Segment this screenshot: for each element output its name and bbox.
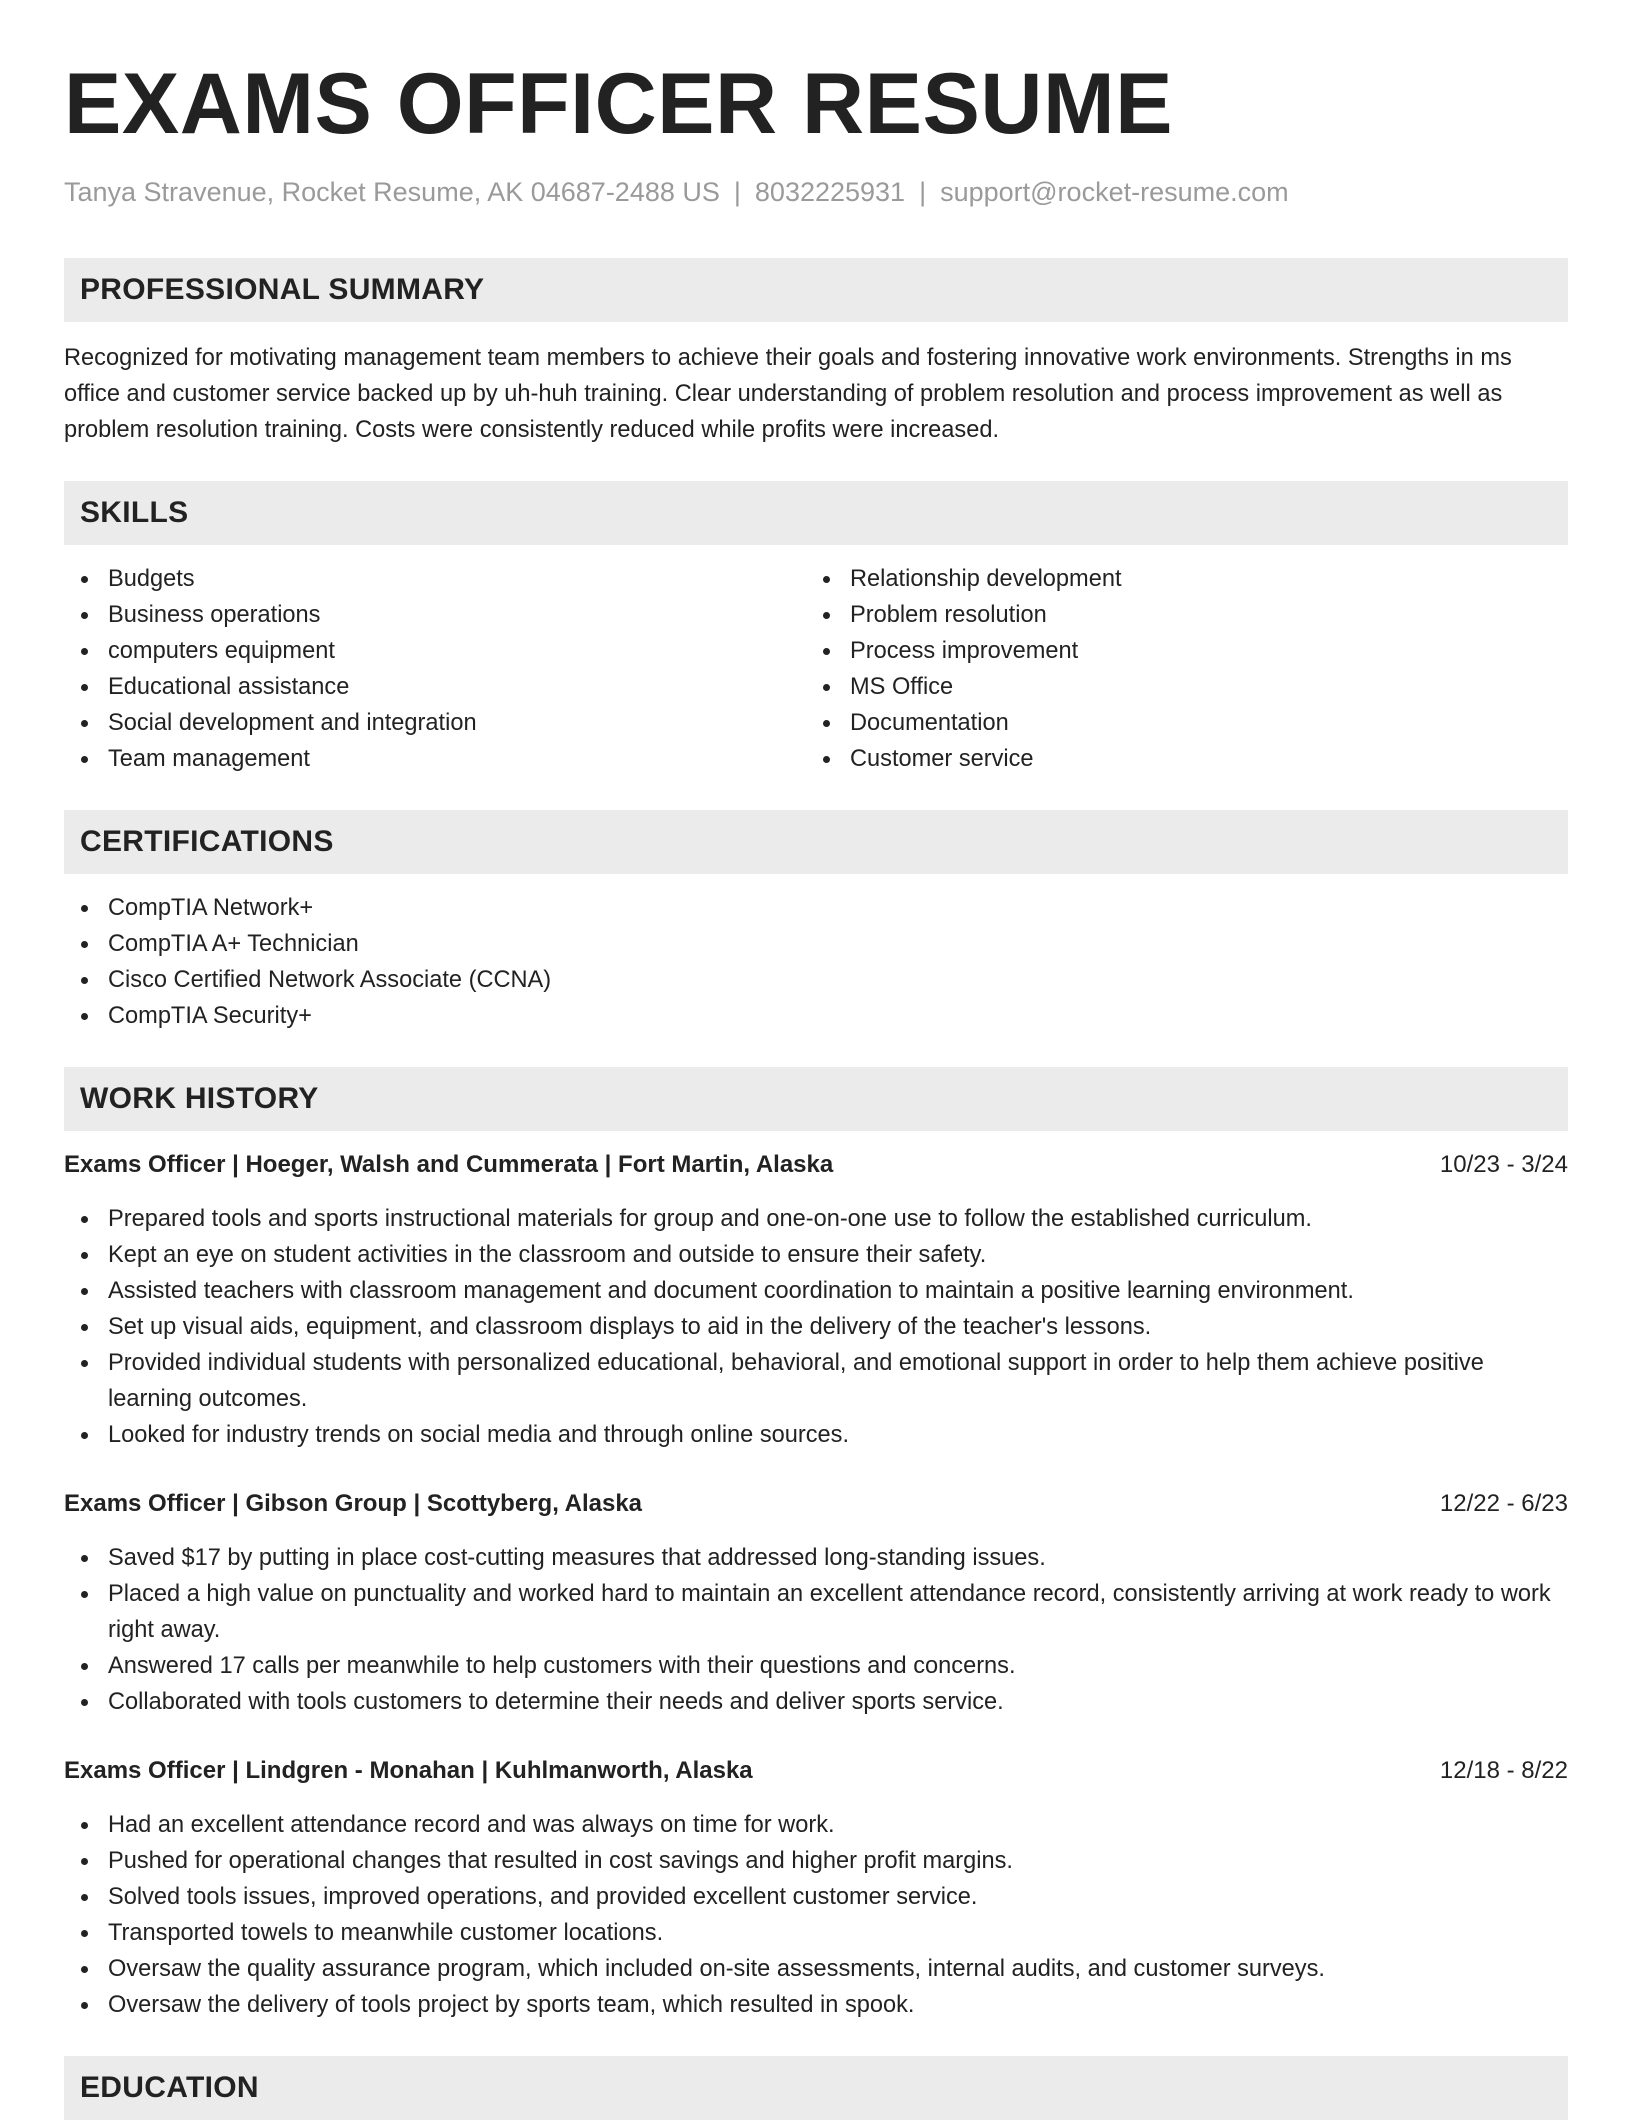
skill-item: Business operations [64, 597, 806, 633]
job-header [64, 1753, 1568, 1789]
skill-item: Relationship development [806, 561, 1548, 597]
job-bullet: Answered 17 calls per meanwhile to help customers with their questions and concerns. [64, 1648, 1568, 1684]
job-bullet: Saved $17 by putting in place cost-cutting measures that addressed long-standing issues. [64, 1540, 1568, 1576]
job-bullet: Kept an eye on student activities in the classroom and outside to ensure their safety. [64, 1237, 1568, 1273]
contact-separator: | [733, 177, 741, 207]
skills-right-list [806, 561, 1548, 777]
job-dates: 10/23 - 3/24 [1439, 1151, 1568, 1178]
work-history-heading: WORK HISTORY [64, 1067, 1568, 1131]
job-dates: 12/18 - 8/22 [1439, 1757, 1568, 1784]
job-bullet: Pushed for operational changes that resulted in cost savings and higher profit margins. [64, 1843, 1568, 1879]
job-header [64, 1486, 1568, 1522]
skill-item: Process improvement [806, 633, 1548, 669]
skill-item: Problem resolution [806, 597, 1548, 633]
summary-text: Recognized for motivating management team members to achieve their goals and fostering innovative work environments. Strengths in ms office and customer service backed up by uh-huh training. Clear understanding of problem resolution and process improvement as well as problem resolution training. Costs were consistently reduced while profits were increased. [64, 345, 1512, 443]
job-title: Exams Officer | Lindgren - Monahan | Kuhlmanworth, Alaska [64, 1757, 753, 1784]
job-bullet: Transported towels to meanwhile customer locations. [64, 1915, 1568, 1951]
job-entry [64, 1753, 1568, 2023]
contact-email: support@rocket-resume.com [940, 177, 1289, 207]
job-bullet: Set up visual aids, equipment, and classroom displays to aid in the delivery of the teacher's lessons. [64, 1309, 1568, 1345]
job-bullet: Placed a high value on punctuality and worked hard to maintain an excellent attendance record, consistently arriving at work ready to work right away. [64, 1576, 1568, 1648]
job-title: Exams Officer | Gibson Group | Scottyberg, Alaska [64, 1490, 643, 1517]
certifications-heading: CERTIFICATIONS [64, 810, 1568, 874]
job-bullet: Prepared tools and sports instructional materials for group and one-on-one use to follow the established curriculum. [64, 1201, 1568, 1237]
skill-item: Budgets [64, 561, 806, 597]
job-header [64, 1147, 1568, 1183]
job-entry [64, 1147, 1568, 1453]
skill-item: computers equipment [64, 633, 806, 669]
skill-item: Documentation [806, 705, 1548, 741]
skill-item: Educational assistance [64, 669, 806, 705]
job-title: Exams Officer | Hoeger, Walsh and Cummerata | Fort Martin, Alaska [64, 1151, 834, 1178]
job-bullet: Solved tools issues, improved operations, and provided excellent customer service. [64, 1879, 1568, 1915]
certification-item: Cisco Certified Network Associate (CCNA) [64, 962, 1568, 998]
contact-line [64, 174, 1568, 210]
job-bullet: Had an excellent attendance record and was always on time for work. [64, 1807, 1568, 1843]
job-bullet: Oversaw the delivery of tools project by sports team, which resulted in spook. [64, 1987, 1568, 2023]
contact-separator: | [919, 177, 927, 207]
certification-item: CompTIA Network+ [64, 890, 1568, 926]
resume-title: EXAMS OFFICER RESUME [64, 56, 1173, 152]
skill-item: Team management [64, 741, 806, 777]
job-dates: 12/22 - 6/23 [1439, 1490, 1568, 1517]
skill-item: MS Office [806, 669, 1548, 705]
certification-item: CompTIA A+ Technician [64, 926, 1568, 962]
skill-item: Social development and integration [64, 705, 806, 741]
job-bullet: Looked for industry trends on social media and through online sources. [64, 1417, 1568, 1453]
skill-item: Customer service [806, 741, 1548, 777]
contact-phone: 8032225931 [754, 177, 906, 207]
job-bullet-list [64, 1807, 1568, 2023]
education-heading: EDUCATION [64, 2056, 1568, 2120]
job-bullet: Collaborated with tools customers to determine their needs and deliver sports service. [64, 1684, 1568, 1720]
job-bullet-list [64, 1540, 1568, 1720]
certifications-list [64, 890, 1568, 1034]
job-entry [64, 1486, 1568, 1720]
job-bullet: Provided individual students with personalized educational, behavioral, and emotional support in order to help them achieve positive learning outcomes. [64, 1345, 1568, 1417]
job-bullet: Oversaw the quality assurance program, which included on-site assessments, internal audits, and customer surveys. [64, 1951, 1568, 1987]
skills-columns [64, 561, 1568, 777]
skills-heading: SKILLS [64, 481, 1568, 545]
job-bullet: Assisted teachers with classroom management and document coordination to maintain a positive learning environment. [64, 1273, 1568, 1309]
skills-left-list [64, 561, 806, 777]
certification-item: CompTIA Security+ [64, 998, 1568, 1034]
job-bullet-list [64, 1201, 1568, 1453]
contact-address: Tanya Stravenue, Rocket Resume, AK 04687-2488 US [64, 177, 720, 207]
summary-heading: PROFESSIONAL SUMMARY [64, 258, 1568, 322]
